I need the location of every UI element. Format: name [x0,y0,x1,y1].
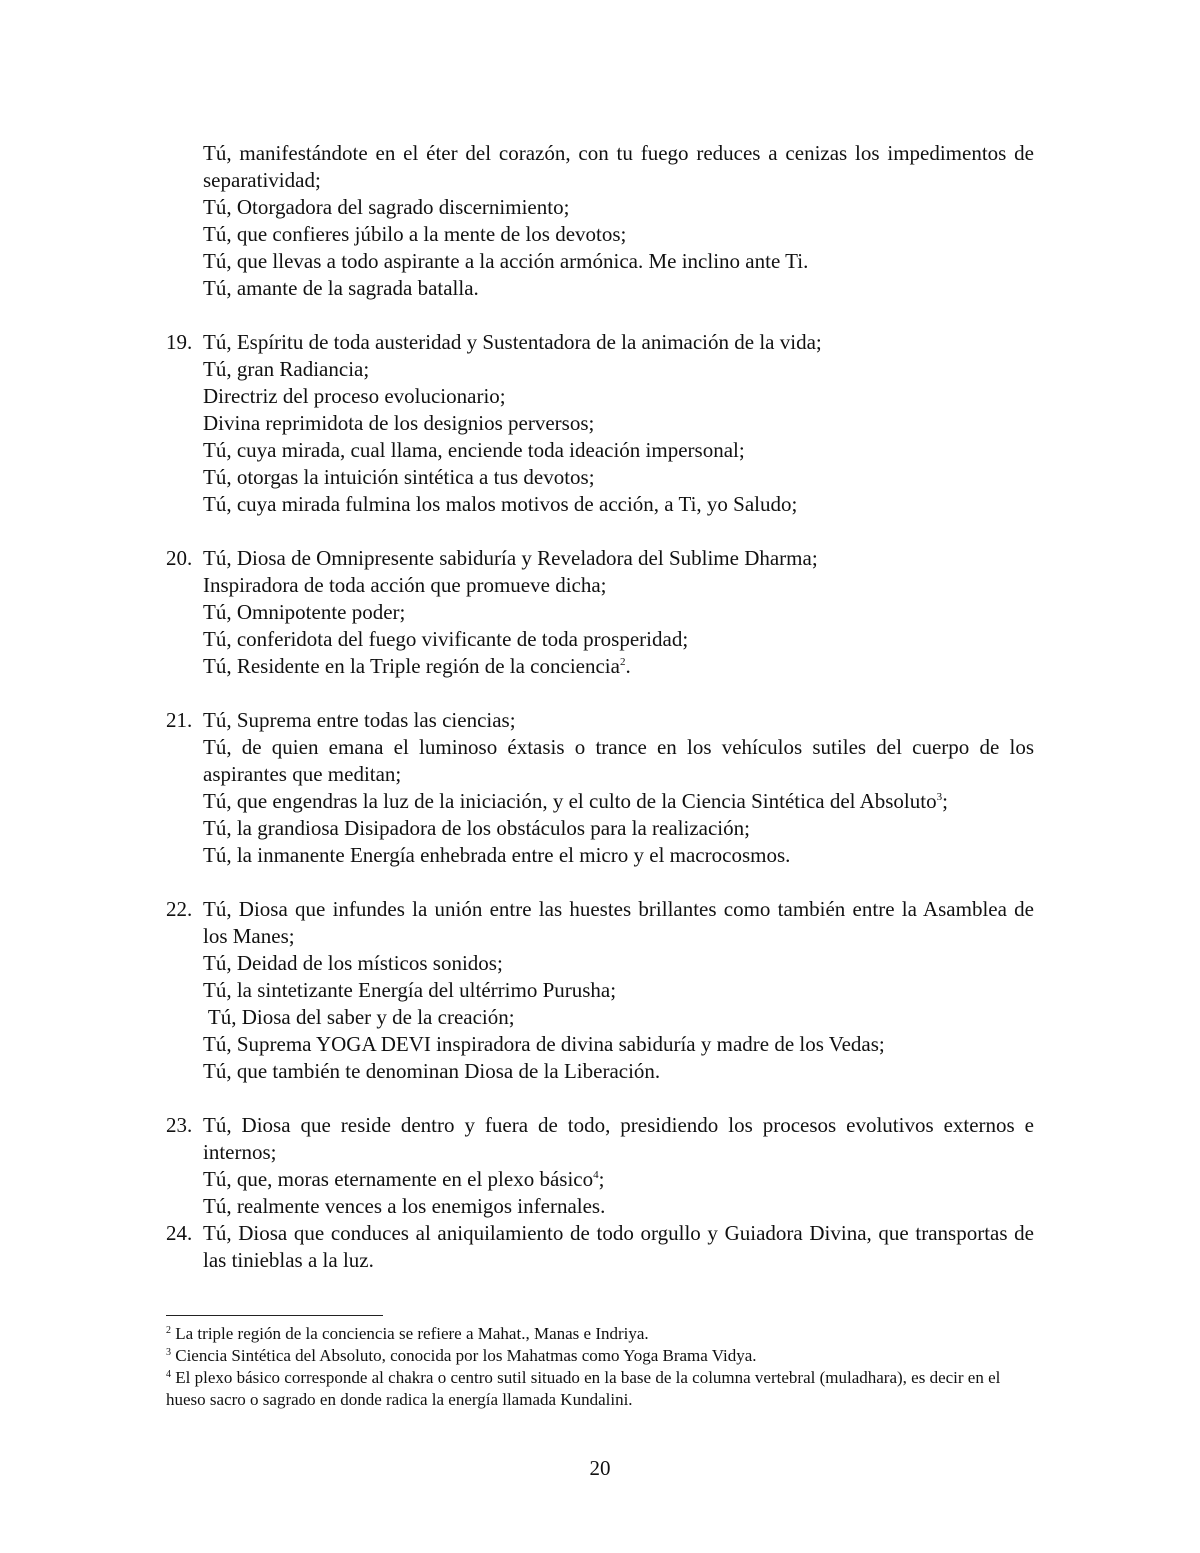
verse-line: Tú, otorgas la intuición sintética a tus devotos; [203,465,595,489]
verse-line: Tú, Espíritu de toda austeridad y Sustentadora de la animación de la vida; [203,330,822,354]
footnotes [166,1323,1034,1411]
invocation-item-23 [166,1112,1034,1220]
footnote-ref[interactable]: 2 [619,656,626,668]
verse-line: Tú, de quien emana el luminoso éxtasis o trance en los vehículos sutiles del cuerpo de los aspirantes que meditan; [203,735,1034,786]
invocation-item-21 [166,707,1034,869]
verse-line: Directriz del proceso evolucionario; [203,384,506,408]
verse-line: Tú, gran Radiancia; [203,357,370,381]
verse-line: Tú, Deidad de los místicos sonidos; [203,951,503,975]
invocation-item-24 [166,1220,1034,1274]
verse-line: Tú, cuya mirada fulmina los malos motivos de acción, a Ti, yo Saludo; [203,492,798,516]
verse-line: Tú, realmente vences a los enemigos infernales. [203,1194,606,1218]
footnote-mark: 4 [166,1369,171,1380]
item-number: 23. [166,1113,193,1137]
verse-line: Tú, que confieres júbilo a la mente de los devotos; [203,222,627,246]
footnote: $^4$ El plexo básico corresponde al chakra o centro sutil situado en la base de la columna vertebral (muladhara), es decir en el hueso sacro o sagrado en donde radica la energía llamada Kundalini. [166,1368,1001,1409]
verse-line: Tú, la grandiosa Disipadora de los obstáculos para la realización; [203,816,750,840]
verse-line: Tú, Diosa de Omnipresente sabiduría y Reveladora del Sublime Dharma; [203,546,818,570]
verse-line: Tú, que llevas a todo aspirante a la acción armónica. Me inclino ante Ti. [203,249,809,273]
verse-line: Tú, Diosa que reside dentro y fuera de todo, presidiendo los procesos evolutivos externos e internos; [203,1113,1034,1164]
verse-line: Tú, la inmanente Energía enhebrada entre el micro y el macrocosmos. [203,843,791,867]
verse-line: Tú, que también te denominan Diosa de la Liberación. [203,1059,661,1083]
footnote-separator [166,1315,383,1316]
verse-line: Tú, manifestándote en el éter del corazón, con tu fuego reduces a cenizas los impedimentos de separatividad; [203,141,1034,192]
verse-line: Tú, Diosa que conduces al aniquilamiento de todo orgullo y Guiadora Divina, que transportas de las tinieblas a la luz. [203,1221,1034,1272]
verse-line: Inspiradora de toda acción que promueve dicha; [203,573,607,597]
footnote-mark: 2 [166,1325,171,1336]
item-number: 22. [166,897,193,921]
verse-line: Tú, Suprema entre todas las ciencias; [203,708,516,732]
verse-line: Tú, Diosa del saber y de la creación; [203,1005,515,1029]
verse-line: Tú, que engendras la luz de la iniciación, y el culto de la Ciencia Sintética del Absoluto$^3$; [203,789,948,813]
verse-line: Tú, conferidota del fuego vivificante de toda prosperidad; [203,627,689,651]
verse-line: Tú, Omnipotente poder; [203,600,406,624]
footnote: $^3$ Ciencia Sintética del Absoluto, conocida por los Mahatmas como Yoga Brama Vidya. [166,1346,757,1365]
invocation-item-22 [166,896,1034,1085]
verse-line: Tú, Suprema YOGA DEVI inspiradora de divina sabiduría y madre de los Vedas; [203,1032,885,1056]
verse-line: Tú, Otorgadora del sagrado discernimiento; [203,195,570,219]
footnote: $^2$ La triple región de la conciencia se refiere a Mahat., Manas e Indriya. [166,1324,649,1343]
invocation-item-19 [166,329,1034,518]
verse-line: Tú, que, moras eternamente en el plexo básico$^4$; [203,1167,605,1191]
page-number: 20 [589,1456,611,1480]
footnote-ref[interactable]: 4 [593,1169,599,1181]
verse-line: Tú, Diosa que infundes la unión entre las huestes brillantes como también entre la Asamblea de los Manes; [203,897,1034,948]
item-number: 24. [166,1221,193,1245]
body-text [166,140,1034,1274]
footnote-ref[interactable]: 3 [936,791,943,803]
item-number: 21. [166,708,193,732]
verse-line: Tú, Residente en la Triple región de la conciencia$^2$. [203,654,631,678]
verse-line: Tú, amante de la sagrada batalla. [203,276,479,300]
verse-line: Tú, cuya mirada, cual llama, enciende toda ideación impersonal; [203,438,745,462]
verse-line: Tú, la sintetizante Energía del ultérrimo Purusha; [203,978,617,1002]
item-number: 19. [166,330,193,354]
footnote-mark: 3 [166,1347,171,1358]
invocation-item-20 [166,545,1034,680]
verse-line: Divina reprimidota de los designios perversos; [203,411,595,435]
item-number: 20. [166,546,193,570]
